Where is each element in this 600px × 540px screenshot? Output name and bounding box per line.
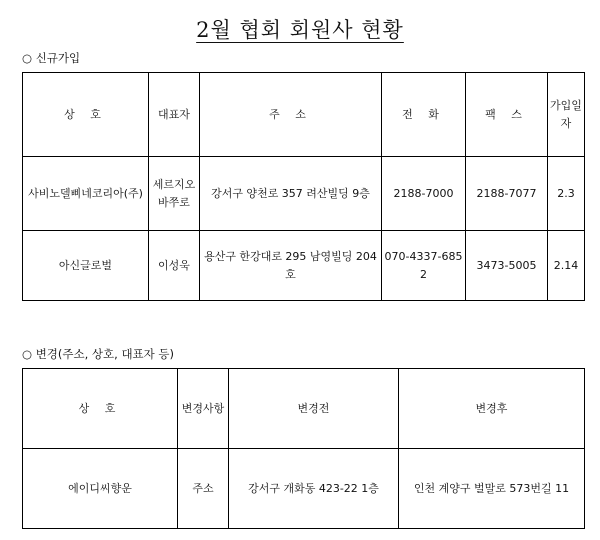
cell-join-date: 2.14 xyxy=(548,231,585,301)
table-header-row xyxy=(23,369,585,449)
cell-phone: 070-4337-6852 xyxy=(382,231,466,301)
changes-table xyxy=(22,368,585,529)
cell-before: 강서구 개화동 423-22 1층 xyxy=(229,449,399,529)
header-join-date: 가입일자 xyxy=(548,73,585,157)
cell-company: 사비노델삐네코리아(주) xyxy=(23,157,149,231)
header-change-item: 변경사항 xyxy=(178,369,229,449)
cell-after: 인천 계양구 벌말로 573번길 11 xyxy=(399,449,585,529)
cell-company: 아신글로벌 xyxy=(23,231,149,301)
cell-address: 용산구 한강대로 295 남영빌딩 204호 xyxy=(200,231,382,301)
header-company: 상 호 xyxy=(23,73,149,157)
header-company: 상 호 xyxy=(23,369,178,449)
header-before: 변경전 xyxy=(229,369,399,449)
table-header-row xyxy=(23,73,585,157)
cell-phone: 2188-7000 xyxy=(382,157,466,231)
cell-company: 에이디씨향운 xyxy=(23,449,178,529)
new-members-table xyxy=(22,72,585,301)
table-row xyxy=(23,231,585,301)
header-fax: 팩 스 xyxy=(466,73,548,157)
cell-change-item: 주소 xyxy=(178,449,229,529)
cell-fax: 2188-7077 xyxy=(466,157,548,231)
cell-join-date: 2.3 xyxy=(548,157,585,231)
table-row xyxy=(23,449,585,529)
header-address: 주 소 xyxy=(200,73,382,157)
cell-fax: 3473-5005 xyxy=(466,231,548,301)
section-label-new-members: ○ 신규가입 xyxy=(22,51,81,65)
header-ceo: 대표자 xyxy=(149,73,200,157)
header-after: 변경후 xyxy=(399,369,585,449)
header-phone: 전 화 xyxy=(382,73,466,157)
page-title: 2월 협회 회원사 현황 xyxy=(196,18,404,42)
cell-ceo: 세르지오 바쭈로 xyxy=(149,157,200,231)
table-row xyxy=(23,157,585,231)
cell-address: 강서구 양천로 357 려산빌딩 9층 xyxy=(200,157,382,231)
cell-ceo: 이성욱 xyxy=(149,231,200,301)
section-label-changes: ○ 변경(주소, 상호, 대표자 등) xyxy=(22,347,175,361)
